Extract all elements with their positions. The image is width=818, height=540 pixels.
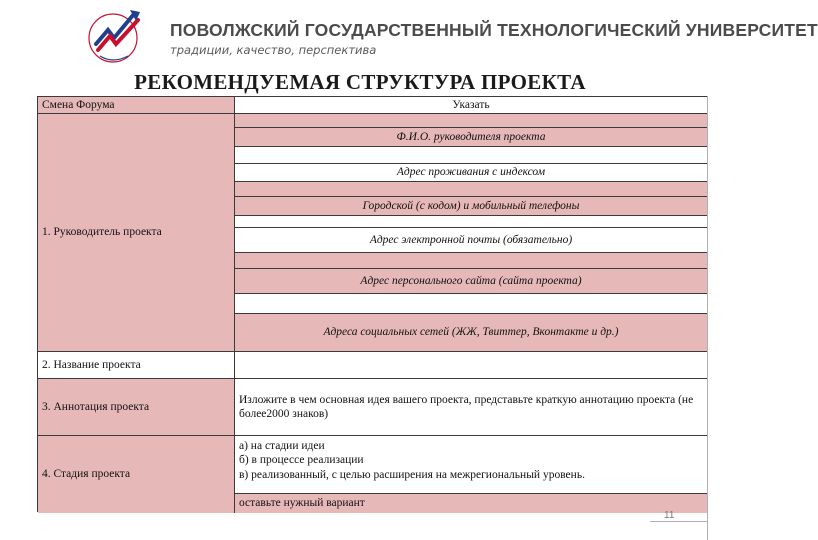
input-row[interactable] (235, 216, 707, 228)
project-structure-table (37, 96, 707, 512)
field-label-phones: Городской (с кодом) и мобильный телефоны (362, 199, 580, 212)
header-left-label: Смена Форума (42, 98, 115, 111)
section-4-label-cell (38, 436, 235, 513)
section-1-label-cell (38, 114, 235, 352)
input-row[interactable] (235, 253, 707, 269)
section-3-label-cell (38, 379, 235, 436)
university-motto: традиции, качество, перспектива (170, 43, 377, 57)
header (0, 0, 818, 70)
university-name: ПОВОЛЖСКИЙ ГОСУДАРСТВЕННЫЙ ТЕХНОЛОГИЧЕСКИЙ УНИВЕРСИТЕТ (170, 20, 818, 40)
header-right-label: Указать (452, 98, 490, 111)
field-label-row (235, 128, 707, 147)
header-cell-forum (38, 97, 235, 114)
input-row[interactable] (235, 294, 707, 314)
field-label-fio: Ф.И.О. руководителя проекта (396, 130, 546, 143)
input-row[interactable] (235, 147, 707, 164)
field-label-address: Адрес проживания с индексом (396, 166, 546, 179)
section-3-text: Изложите в чем основная идея вашего проекта, представьте краткую аннотацию проекта (не более2000 знаков) (239, 393, 694, 420)
field-label-row (235, 228, 707, 253)
stage-option-implemented[interactable]: в) реализованный, с целью расширения на межрегиональный уровень. (239, 468, 585, 481)
input-row[interactable] (235, 114, 707, 128)
annotation-input[interactable] (235, 379, 707, 436)
field-label-website: Адрес персонального сайта (сайта проекта) (360, 274, 582, 287)
field-label-row (235, 314, 707, 352)
field-label-row (235, 164, 707, 182)
stage-option-idea[interactable]: а) на стадии идеи (239, 440, 325, 452)
field-label-row (235, 197, 707, 216)
section-2-label-cell (38, 352, 235, 379)
input-row[interactable] (235, 182, 707, 197)
decorative-divider (707, 96, 708, 540)
page-number: 11 (664, 510, 675, 521)
section-3-label: 3. Аннотация проекта (42, 400, 150, 413)
stage-option-in-progress[interactable]: б) в процессе реализации (239, 454, 364, 467)
decorative-divider (650, 521, 708, 522)
field-label-social: Адреса социальных сетей (ЖЖ, Твиттер, Вконтакте и др.) (323, 326, 619, 339)
stage-note-cell (235, 494, 707, 513)
stage-note: оставьте нужный вариант (239, 497, 365, 510)
university-logo-icon (82, 4, 152, 66)
field-label-row (235, 269, 707, 294)
field-label-email: Адрес электронной почты (обязательно) (369, 233, 573, 246)
section-4-label: 4. Стадия проекта (42, 468, 131, 481)
header-cell-specify (235, 97, 707, 114)
stage-options[interactable] (235, 436, 707, 494)
project-name-input[interactable] (235, 352, 707, 379)
page-title: РЕКОМЕНДУЕМАЯ СТРУКТУРА ПРОЕКТА (134, 70, 586, 94)
section-1-label: 1. Руководитель проекта (42, 226, 162, 239)
section-2-label: 2. Название проекта (42, 358, 141, 371)
